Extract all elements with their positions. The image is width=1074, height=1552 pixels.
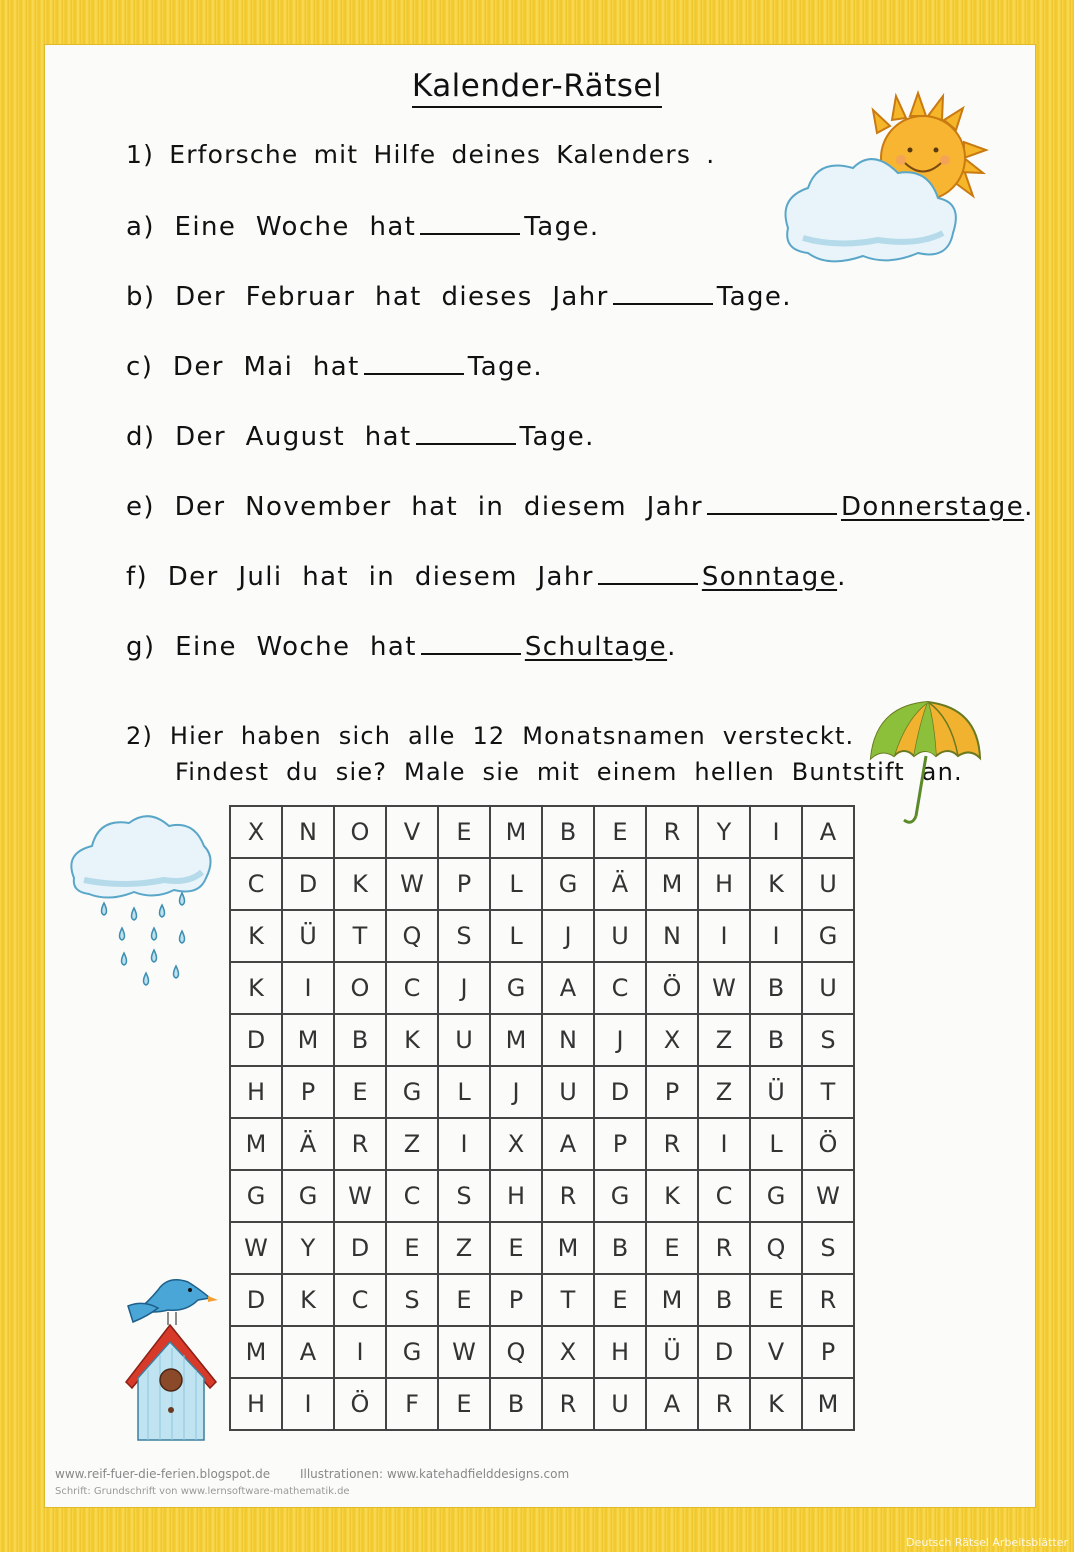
question-f	[126, 562, 847, 592]
grid-cell[interactable]: U	[438, 1014, 490, 1066]
grid-cell[interactable]: B	[542, 806, 594, 858]
grid-cell[interactable]: C	[386, 962, 438, 1014]
grid-cell[interactable]: V	[386, 806, 438, 858]
grid-cell[interactable]: A	[282, 1326, 334, 1378]
grid-cell[interactable]: R	[646, 806, 698, 858]
grid-cell[interactable]: O	[334, 962, 386, 1014]
grid-cell[interactable]: R	[802, 1274, 854, 1326]
grid-cell[interactable]: C	[230, 858, 282, 910]
grid-cell[interactable]: K	[750, 858, 802, 910]
grid-cell[interactable]: D	[594, 1066, 646, 1118]
grid-cell[interactable]: M	[282, 1014, 334, 1066]
grid-cell[interactable]: W	[230, 1222, 282, 1274]
rain-cloud-illustration	[64, 808, 216, 996]
grid-cell[interactable]: G	[386, 1066, 438, 1118]
grid-cell[interactable]: D	[230, 1014, 282, 1066]
grid-row	[230, 1378, 854, 1430]
question-text: g) Eine Woche hat	[126, 632, 417, 662]
page-title: Kalender-Rätsel	[0, 68, 1074, 104]
grid-cell[interactable]: K	[230, 910, 282, 962]
grid-row	[230, 1222, 854, 1274]
grid-cell[interactable]: W	[698, 962, 750, 1014]
answer-blank[interactable]	[416, 437, 516, 445]
question-unit: Schultage	[524, 632, 668, 662]
grid-cell[interactable]: S	[386, 1274, 438, 1326]
grid-cell[interactable]: D	[230, 1274, 282, 1326]
footer-line1	[55, 1467, 569, 1481]
question-text: a) Eine Woche hat	[126, 212, 417, 242]
grid-cell[interactable]: E	[594, 1274, 646, 1326]
question-unit: Tage.	[519, 422, 595, 452]
grid-cell[interactable]: I	[334, 1326, 386, 1378]
grid-cell[interactable]: Ä	[594, 858, 646, 910]
grid-cell[interactable]: J	[438, 962, 490, 1014]
grid-cell[interactable]: T	[802, 1066, 854, 1118]
question-g	[126, 632, 677, 662]
question-d	[126, 422, 595, 452]
grid-cell[interactable]: G	[386, 1326, 438, 1378]
grid-cell[interactable]: W	[334, 1170, 386, 1222]
grid-cell[interactable]: R	[334, 1118, 386, 1170]
grid-cell[interactable]: Z	[698, 1014, 750, 1066]
grid-cell[interactable]: Q	[750, 1222, 802, 1274]
grid-cell[interactable]: Z	[438, 1222, 490, 1274]
grid-cell[interactable]: M	[230, 1118, 282, 1170]
grid-cell[interactable]: I	[282, 962, 334, 1014]
grid-cell[interactable]: M	[230, 1326, 282, 1378]
grid-cell[interactable]: U	[594, 1378, 646, 1430]
grid-cell[interactable]: E	[438, 806, 490, 858]
grid-row	[230, 1326, 854, 1378]
grid-row	[230, 1118, 854, 1170]
grid-row	[230, 1170, 854, 1222]
grid-cell[interactable]: Ä	[282, 1118, 334, 1170]
answer-blank[interactable]	[420, 227, 520, 235]
grid-cell[interactable]: B	[750, 1014, 802, 1066]
grid-cell[interactable]: L	[490, 910, 542, 962]
grid-row	[230, 962, 854, 1014]
grid-cell[interactable]: M	[542, 1222, 594, 1274]
grid-cell[interactable]: R	[698, 1378, 750, 1430]
grid-cell[interactable]: P	[490, 1274, 542, 1326]
grid-cell[interactable]: R	[542, 1170, 594, 1222]
footer-font-credit: Schrift: Grundschrift von www.lernsoftware-mathematik.de	[55, 1486, 350, 1497]
grid-cell[interactable]: K	[386, 1014, 438, 1066]
grid-cell[interactable]: M	[490, 1014, 542, 1066]
question-text: c) Der Mai hat	[126, 352, 360, 382]
grid-cell[interactable]: J	[490, 1066, 542, 1118]
question-b	[126, 282, 792, 312]
grid-cell[interactable]: S	[438, 1170, 490, 1222]
grid-cell[interactable]: M	[646, 858, 698, 910]
grid-cell[interactable]: C	[334, 1274, 386, 1326]
grid-cell[interactable]: D	[334, 1222, 386, 1274]
grid-cell[interactable]: K	[646, 1170, 698, 1222]
sun-cloud-illustration	[778, 88, 993, 268]
grid-cell[interactable]: J	[594, 1014, 646, 1066]
grid-cell[interactable]: T	[542, 1274, 594, 1326]
grid-cell[interactable]: B	[594, 1222, 646, 1274]
grid-cell[interactable]: X	[230, 806, 282, 858]
answer-blank[interactable]	[613, 297, 713, 305]
grid-row	[230, 806, 854, 858]
grid-cell[interactable]: D	[698, 1326, 750, 1378]
grid-cell[interactable]: C	[698, 1170, 750, 1222]
footer-illustrations: Illustrationen: www.katehadfielddesigns.com	[299, 1467, 570, 1481]
grid-cell[interactable]: U	[802, 858, 854, 910]
grid-cell[interactable]: E	[438, 1378, 490, 1430]
grid-cell[interactable]: E	[594, 806, 646, 858]
task1-heading: 1) Erforsche mit Hilfe deines Kalenders .	[126, 140, 716, 169]
grid-cell[interactable]: C	[386, 1170, 438, 1222]
grid-cell[interactable]: A	[542, 1118, 594, 1170]
grid-cell[interactable]: B	[750, 962, 802, 1014]
answer-blank[interactable]	[707, 507, 837, 515]
grid-cell[interactable]: Ö	[334, 1378, 386, 1430]
grid-cell[interactable]: R	[698, 1222, 750, 1274]
grid-cell[interactable]: H	[230, 1378, 282, 1430]
grid-cell[interactable]: I	[750, 806, 802, 858]
grid-cell[interactable]: S	[438, 910, 490, 962]
question-text: d) Der August hat	[126, 422, 412, 452]
grid-cell[interactable]: H	[490, 1170, 542, 1222]
grid-cell[interactable]: E	[490, 1222, 542, 1274]
grid-cell[interactable]: R	[646, 1118, 698, 1170]
question-a	[126, 212, 600, 242]
grid-cell[interactable]: X	[646, 1014, 698, 1066]
grid-cell[interactable]: M	[490, 806, 542, 858]
question-text: b) Der Februar hat dieses Jahr	[126, 282, 609, 312]
grid-cell[interactable]: N	[646, 910, 698, 962]
word-search-grid	[229, 805, 855, 1431]
grid-row	[230, 1274, 854, 1326]
grid-cell[interactable]: U	[542, 1066, 594, 1118]
grid-cell[interactable]: X	[490, 1118, 542, 1170]
grid-cell[interactable]: G	[542, 858, 594, 910]
grid-cell[interactable]: L	[438, 1066, 490, 1118]
question-e	[126, 492, 1034, 522]
grid-cell[interactable]: S	[802, 1222, 854, 1274]
grid-cell[interactable]: S	[802, 1014, 854, 1066]
grid-cell[interactable]: A	[542, 962, 594, 1014]
grid-cell[interactable]: B	[698, 1274, 750, 1326]
grid-cell[interactable]: J	[542, 910, 594, 962]
grid-row	[230, 1014, 854, 1066]
grid-cell[interactable]: X	[542, 1326, 594, 1378]
grid-cell[interactable]: G	[802, 910, 854, 962]
question-c	[126, 352, 543, 382]
grid-cell[interactable]: H	[594, 1326, 646, 1378]
grid-cell[interactable]: W	[802, 1170, 854, 1222]
question-unit: Tage.	[716, 282, 792, 312]
grid-cell[interactable]: B	[334, 1014, 386, 1066]
grid-cell[interactable]: U	[802, 962, 854, 1014]
grid-cell[interactable]: H	[698, 858, 750, 910]
grid-cell[interactable]: N	[282, 806, 334, 858]
grid-cell[interactable]: Ü	[646, 1326, 698, 1378]
grid-cell[interactable]: P	[282, 1066, 334, 1118]
grid-cell[interactable]: Z	[386, 1118, 438, 1170]
grid-cell[interactable]: L	[750, 1118, 802, 1170]
grid-cell[interactable]: C	[594, 962, 646, 1014]
grid-cell[interactable]: Y	[698, 806, 750, 858]
question-unit: Tage.	[524, 212, 600, 242]
question-text: f) Der Juli hat in diesem Jahr	[126, 562, 594, 592]
answer-blank[interactable]	[421, 647, 521, 655]
grid-cell[interactable]: E	[438, 1274, 490, 1326]
grid-cell[interactable]: Ö	[802, 1118, 854, 1170]
grid-cell[interactable]: I	[698, 910, 750, 962]
grid-cell[interactable]: M	[802, 1378, 854, 1430]
grid-cell[interactable]: K	[230, 962, 282, 1014]
answer-blank[interactable]	[364, 367, 464, 375]
grid-cell[interactable]: I	[750, 910, 802, 962]
grid-cell[interactable]: G	[594, 1170, 646, 1222]
grid-cell[interactable]: H	[230, 1066, 282, 1118]
bird-birdhouse-illustration	[118, 1270, 226, 1445]
grid-cell[interactable]: T	[334, 910, 386, 962]
grid-cell[interactable]: E	[646, 1222, 698, 1274]
grid-cell[interactable]: E	[750, 1274, 802, 1326]
grid-cell[interactable]: M	[646, 1274, 698, 1326]
grid-cell[interactable]: E	[334, 1066, 386, 1118]
grid-cell[interactable]: Z	[698, 1066, 750, 1118]
grid-cell[interactable]: P	[594, 1118, 646, 1170]
grid-cell[interactable]: Q	[386, 910, 438, 962]
grid-cell[interactable]: Ü	[282, 910, 334, 962]
grid-cell[interactable]: E	[386, 1222, 438, 1274]
grid-cell[interactable]: F	[386, 1378, 438, 1430]
question-unit: Tage.	[467, 352, 544, 382]
grid-cell[interactable]: G	[230, 1170, 282, 1222]
grid-cell[interactable]: L	[490, 858, 542, 910]
grid-cell[interactable]: K	[334, 858, 386, 910]
question-text: e) Der November hat in diesem Jahr	[126, 492, 703, 522]
grid-cell[interactable]: P	[646, 1066, 698, 1118]
grid-cell[interactable]: I	[438, 1118, 490, 1170]
grid-cell[interactable]: W	[438, 1326, 490, 1378]
grid-cell[interactable]: U	[594, 910, 646, 962]
grid-cell[interactable]: K	[750, 1378, 802, 1430]
grid-cell[interactable]: G	[282, 1170, 334, 1222]
grid-cell[interactable]: I	[282, 1378, 334, 1430]
period: .	[837, 562, 847, 592]
grid-cell[interactable]: I	[698, 1118, 750, 1170]
grid-row	[230, 1066, 854, 1118]
umbrella-illustration	[866, 698, 984, 828]
grid-cell[interactable]: P	[802, 1326, 854, 1378]
question-unit: Sonntage	[701, 562, 838, 592]
grid-cell[interactable]: R	[542, 1378, 594, 1430]
grid-cell[interactable]: A	[646, 1378, 698, 1430]
grid-cell[interactable]: Ö	[646, 962, 698, 1014]
grid-cell[interactable]: G	[750, 1170, 802, 1222]
grid-cell[interactable]: D	[282, 858, 334, 910]
watermark: Deutsch Rätsel Arbeitsblätter	[906, 1536, 1068, 1549]
grid-cell[interactable]: W	[386, 858, 438, 910]
grid-cell[interactable]: A	[802, 806, 854, 858]
grid-cell[interactable]: Ü	[750, 1066, 802, 1118]
task2-heading	[126, 718, 963, 790]
grid-row	[230, 910, 854, 962]
answer-blank[interactable]	[598, 577, 698, 585]
grid-cell[interactable]: K	[282, 1274, 334, 1326]
task2-line2: Findest du sie? Male sie mit einem hellen Buntstift an.	[175, 758, 963, 786]
grid-cell[interactable]: O	[334, 806, 386, 858]
grid-row	[230, 858, 854, 910]
grid-cell[interactable]: Q	[490, 1326, 542, 1378]
grid-cell[interactable]: V	[750, 1326, 802, 1378]
grid-cell[interactable]: Y	[282, 1222, 334, 1274]
period: .	[1024, 492, 1034, 522]
grid-cell[interactable]: N	[542, 1014, 594, 1066]
grid-cell[interactable]: P	[438, 858, 490, 910]
question-unit: Donnerstage	[840, 492, 1025, 522]
period: .	[667, 632, 677, 662]
task2-line1: 2) Hier haben sich alle 12 Monatsnamen versteckt.	[126, 722, 855, 750]
grid-cell[interactable]: G	[490, 962, 542, 1014]
footer-site: www.reif-fuer-die-ferien.blogspot.de	[55, 1467, 271, 1481]
grid-cell[interactable]: B	[490, 1378, 542, 1430]
